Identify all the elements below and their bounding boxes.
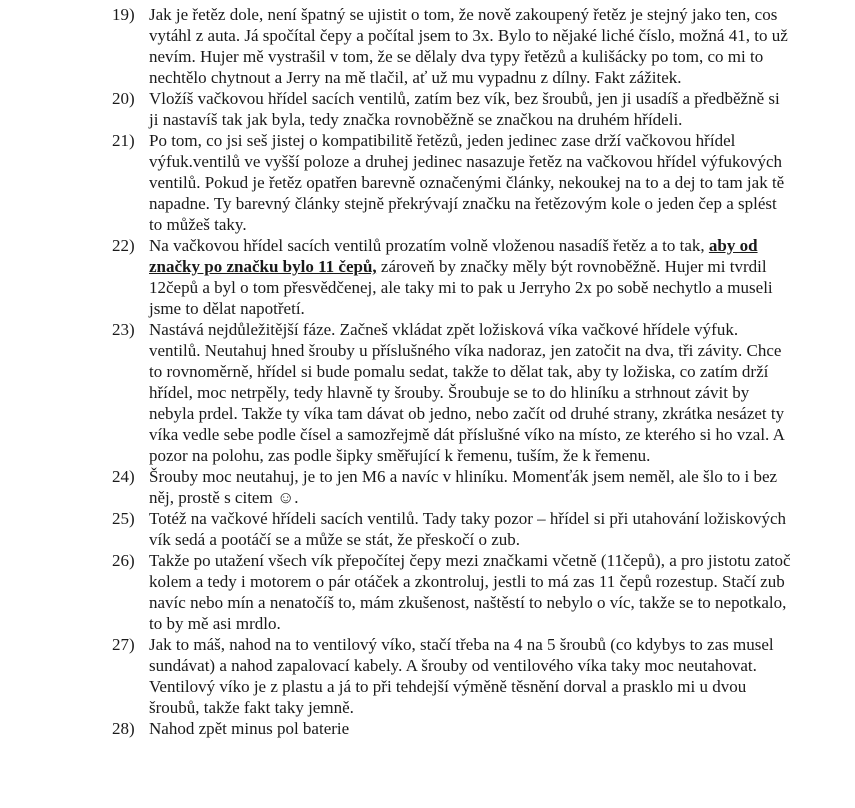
item-number: 23) xyxy=(112,320,135,339)
item-text xyxy=(149,235,792,319)
item-text-before: Na vačkovou hřídel sacích ventilů prozatím volně vloženou nasadíš řetěz a to tak, xyxy=(149,236,709,255)
item-text: Nastává nejdůležitější fáze. Začneš vkládat zpět ložisková víka vačkové hřídele výfuk. ventilů. Neutahuj hned šrouby u příslušného víka nadoraz, jen zatočit na dva, tři závity. Chce to rovnoměrně, hřídel si bude pomalu sedat, takže to dělat tak, aby ty ložiska, co zatím drží hřídel, moc netrpěly, tedy hlavně ty šrouby. Šroubuje se to do hliníku a strhnout závit by nebyla prdel. Takže ty víka tam dávat ob jedno, nebo začít od druhé strany, zkrátka nesázet ty víka vedle sebe podle čísel a samozřejmě dát příslušné víko na místo, ze kterého si ho vzal. A pozor na polohu, zas podle šipky směřující k řemenu, tuším, že k řemenu. xyxy=(149,320,785,465)
item-number: 26) xyxy=(112,551,135,570)
emphasized-text: aby od značky po značku bylo 11 čepů, xyxy=(149,236,758,276)
item-text-after: zároveň by značky měly být rovnoběžně. Hujer mi tvrdil 12čepů a byl o tom přesvědčenej, ale taky mi to pak u Jerryho 2x po sobě nechytlo a museli jsme to dělat napotřetí. xyxy=(149,257,773,318)
item-number: 28) xyxy=(112,719,135,738)
item-text: Jak je řetěz dole, není špatný se ujistit o tom, že nově zakoupený řetěz je stejný jako ten, cos vytáhl z auta. Já spočítal čepy a počítal jsem to 3x. Bylo to nějaké liché číslo, možná 41, to už nevím. Hujer mě vystrašil v tom, že se dělaly dva typy řetězů a kulišácky po tom, co mi to nechtělo chytnout a Jerry na mě tlačil, ať už mu vypadnu z dílny. Fakt zážitek. xyxy=(149,5,788,87)
numbered-instructions-list xyxy=(112,4,792,739)
item-text: Šrouby moc neutahuj, je to jen M6 a navíc v hliníku. Momenťák jsem neměl, ale šlo to i bez něj, prostě s citem ☺. xyxy=(149,467,778,507)
list-item xyxy=(112,88,792,130)
item-number: 25) xyxy=(112,509,135,528)
item-text: Totéž na vačkové hřídeli sacích ventilů. Tady taky pozor – hřídel si při utahování ložiskových vík sedá a pootáčí se a může se stát, že přeskočí o zub. xyxy=(149,509,786,549)
item-number: 24) xyxy=(112,467,135,486)
list-item xyxy=(112,508,792,550)
list-item xyxy=(112,319,792,466)
item-text: Po tom, co jsi seš jistej o kompatibilitě řetězů, jeden jedinec zase drží vačkovou hřídel výfuk.ventilů ve vyšší poloze a druhej jedinec nasazuje řetěz na vačkovou hřídel výfukových ventilů. Pokud je řetěz opatřen barevně označenými články, nekoukej na to a dej to tam jak tě napadne. Ty barevný články stejně překrývají značku na řetězovým kole o jeden čep a splést to můžeš taky. xyxy=(149,131,785,234)
item-number: 22) xyxy=(112,236,135,255)
item-text: Vložíš vačkovou hřídel sacích ventilů, zatím bez vík, bez šroubů, jen ji usadíš a předběžně si ji nastavíš tak jak byla, tedy značka rovnoběžně se značkou na druhém hřídeli. xyxy=(149,89,780,129)
item-number: 20) xyxy=(112,89,135,108)
list-item xyxy=(112,4,792,88)
list-item xyxy=(112,550,792,634)
list-item xyxy=(112,466,792,508)
list-item xyxy=(112,718,792,739)
item-number: 19) xyxy=(112,5,135,24)
item-text: Jak to máš, nahod na to ventilový víko, stačí třeba na 4 na 5 šroubů (co kdybys to zas musel sundávat) a nahod zapalovací kabely. A šrouby od ventilového víka taky moc neutahovat. Ventilový víko je z plastu a já to při tehdejší výměně těsnění dorval a prasklo mi u dvou šroubů, takže fakt taky jemně. xyxy=(149,635,774,717)
item-number: 27) xyxy=(112,635,135,654)
list-item xyxy=(112,634,792,718)
item-text: Takže po utažení všech vík přepočítej čepy mezi značkami včetně (11čepů), a pro jistotu zatoč kolem a tedy i motorem o pár otáček a zkontroluj, jestli to má zas 11 čepů rozestup. Stačí zub navíc nebo mín a nenatočíš to, mám zkušenost, naštěstí to nebylo o víc, takže se to nepotkalo, to by mě asi mrdlo. xyxy=(149,551,791,633)
list-item xyxy=(112,130,792,235)
item-number: 21) xyxy=(112,131,135,150)
item-text: Nahod zpět minus pol baterie xyxy=(149,719,350,738)
list-item xyxy=(112,235,792,319)
